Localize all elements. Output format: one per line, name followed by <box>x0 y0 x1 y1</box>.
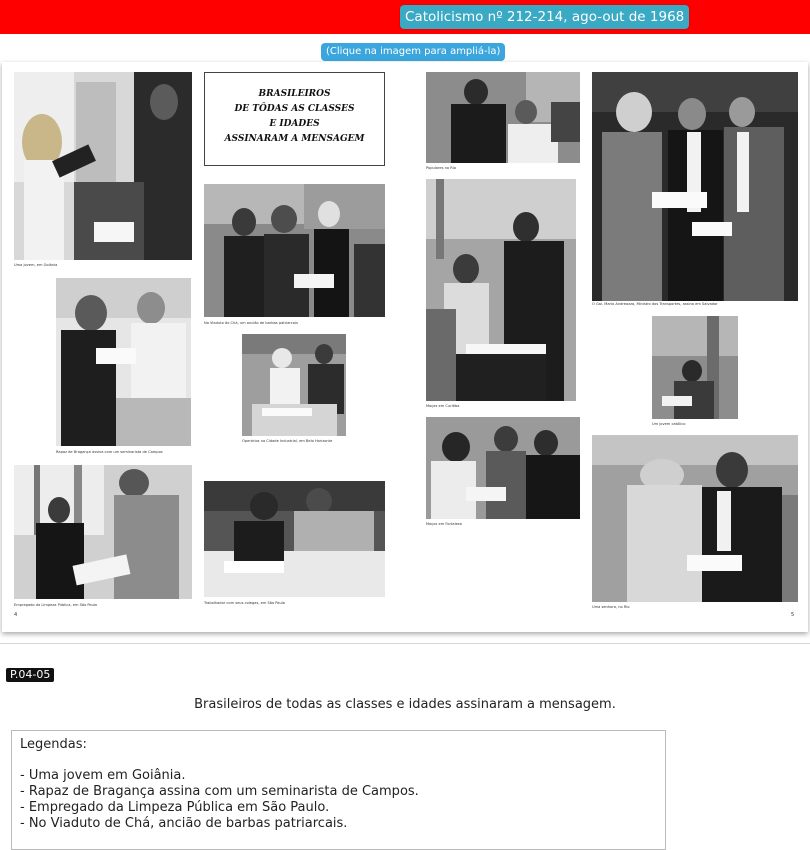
photo-viaduct-elder <box>204 184 385 317</box>
photo-fortaleza-youth <box>426 417 580 519</box>
photo-rio-crowd <box>426 72 580 163</box>
legend-item: - No Viaduto de Chá, ancião de barbas patriarcais. <box>20 816 348 831</box>
legend-item: - Uma jovem em Goiânia. <box>20 768 186 783</box>
headline-line: BRASILEIROS <box>258 89 331 99</box>
photo-caption: Moços em Fortaleza <box>426 522 462 526</box>
photo-caption: Rapaz de Bragança assina com um seminarista de Campos <box>56 450 163 454</box>
photo-caption: No Viaduto do Chá, um ancião de barbas patriarcais <box>204 321 298 325</box>
zoom-hint-link[interactable]: (Clique na imagem para ampliá-la) <box>321 43 505 61</box>
photo-caption: Trabalhador com seus colegas, em São Paulo <box>204 601 285 605</box>
photo-lady-rio <box>592 435 798 602</box>
headline-line: ASSINARAM A MENSAGEM <box>224 134 365 144</box>
photo-factory-workers <box>242 334 346 436</box>
photo-curitiba-girls <box>426 179 576 401</box>
photo-caption: Populares no Rio <box>426 166 456 170</box>
header-bar <box>0 0 810 34</box>
photo-young-woman <box>14 72 192 260</box>
photo-caption: Operários na Cidade Industrial, em Belo Horizonte <box>242 439 333 443</box>
photo-workers-signing <box>204 481 385 597</box>
page-summary: Brasileiros de todas as classes e idades assinaram a mensagem. <box>194 697 616 712</box>
page-badge: P.04-05 <box>6 668 54 682</box>
photo-caption: Uma senhora, no Rio <box>592 605 630 609</box>
magazine-spread-image[interactable] <box>2 62 808 632</box>
photo-young-catholic <box>652 316 738 419</box>
page-number: 4 <box>14 612 18 618</box>
photo-braganca-youth <box>56 278 191 446</box>
legend-heading: Legendas: <box>20 737 87 752</box>
photo-caption: Moças em Curitiba <box>426 404 460 408</box>
captions-legend <box>11 730 666 850</box>
headline-line: DE TÔDAS AS CLASSES <box>234 104 355 114</box>
photo-caption: Um jovem católico <box>652 422 686 426</box>
issue-label: Catolicismo nº 212-214, ago-out de 1968 <box>400 5 689 29</box>
legend-item: - Empregado da Limpeza Pública em São Paulo. <box>20 800 330 815</box>
photo-caption: Empregado da Limpeza Pública, em São Paulo <box>14 603 98 607</box>
photo-street-sweeper <box>14 465 192 599</box>
headline-line: E IDADES <box>269 119 320 129</box>
photo-minister-salvador <box>592 72 798 301</box>
page-number: 5 <box>791 612 795 618</box>
photo-caption: Uma jovem, em Goiânia <box>14 263 58 267</box>
legend-item: - Rapaz de Bragança assina com um seminarista de Campos. <box>20 784 419 799</box>
divider <box>0 643 810 644</box>
photo-caption: O Gal. Mario Andreazza, Ministro dos Transportes, assina em Salvador <box>592 302 718 306</box>
magazine-headline <box>204 72 385 166</box>
